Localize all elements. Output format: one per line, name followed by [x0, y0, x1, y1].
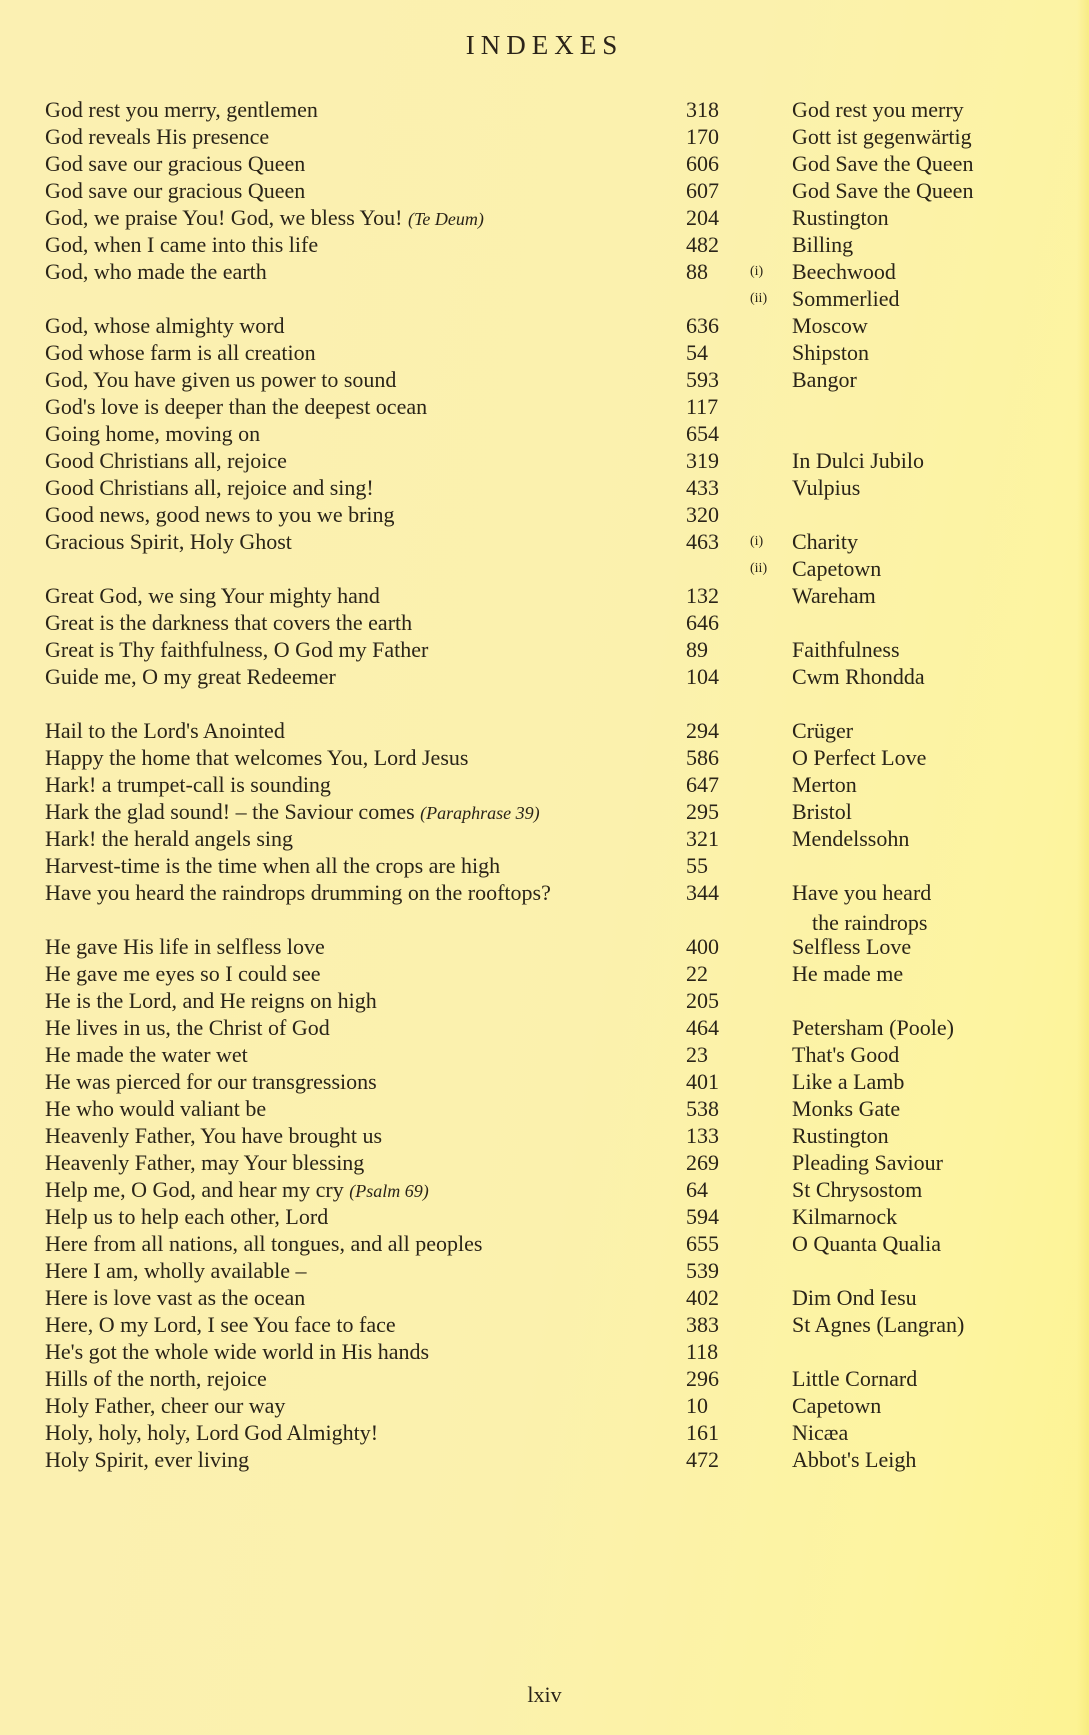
tune-name: In Dulci Jubilo	[792, 448, 924, 473]
index-entry	[0, 500, 1089, 530]
first-line-text: Gracious Spirit, Holy Ghost	[45, 529, 292, 554]
tune-name: Monks Gate	[792, 1096, 901, 1121]
first-line	[45, 338, 316, 368]
hymn-number: 383	[686, 1312, 719, 1337]
first-line	[45, 1445, 249, 1475]
tune-name: Nicæa	[792, 1420, 849, 1445]
first-line-text: Hills of the north, rejoice	[45, 1366, 267, 1391]
hymn-number: 296	[686, 1366, 719, 1391]
first-line	[45, 959, 321, 989]
first-line	[45, 1121, 382, 1151]
source-note: (Paraphrase 39)	[420, 803, 540, 823]
index-entry	[0, 878, 1089, 935]
page-number: lxiv	[527, 1682, 562, 1707]
first-line-text: Help me, O God, and hear my cry	[45, 1177, 344, 1202]
first-line-text: Hark the glad sound! – the Saviour comes	[45, 799, 415, 824]
index-entry	[0, 1067, 1089, 1097]
tune-variant-marker: (i)	[750, 534, 764, 549]
first-line-text: Heavenly Father, You have brought us	[45, 1123, 383, 1148]
hymn-number: 117	[686, 394, 719, 419]
tune-name: God rest you merry	[792, 97, 964, 122]
hymn-number: 161	[686, 1420, 719, 1445]
first-line-text: God's love is deeper than the deepest ocean	[45, 394, 428, 419]
first-line	[45, 743, 468, 773]
tune-name: Rustington	[792, 1123, 889, 1148]
tune-name: Have you heard	[792, 880, 932, 905]
first-line-text: Great is the darkness that covers the earth	[45, 610, 413, 635]
tune-name: Little Cornard	[792, 1366, 918, 1391]
hymn-number: 23	[686, 1042, 708, 1067]
tune-name: Capetown	[792, 556, 882, 581]
first-line-text: Here, O my Lord, I see You face to face	[45, 1312, 396, 1337]
hymn-number: 402	[686, 1285, 719, 1310]
hymn-number: 593	[686, 367, 719, 392]
index-entry	[0, 1013, 1089, 1043]
tune-name: Kilmarnock	[792, 1204, 898, 1229]
hymn-number: 104	[686, 664, 719, 689]
first-line	[45, 1364, 267, 1394]
index-entry	[0, 203, 1089, 233]
hymn-number: 132	[686, 583, 719, 608]
first-line	[45, 635, 428, 665]
index-entry	[0, 1337, 1089, 1367]
hymn-number: 319	[686, 448, 719, 473]
first-line	[45, 1013, 330, 1043]
first-line-text: Holy, holy, holy, Lord God Almighty!	[45, 1420, 379, 1445]
first-line-text: Going home, moving on	[45, 421, 261, 446]
first-line-text: He is the Lord, and He reigns on high	[45, 988, 377, 1013]
first-line-text: Holy Father, cheer our way	[45, 1393, 286, 1418]
index-entry	[0, 1391, 1089, 1421]
first-line	[45, 1094, 266, 1124]
index-entry	[0, 1283, 1089, 1313]
index-entry	[0, 527, 1089, 557]
tune-name: Like a Lamb	[792, 1069, 905, 1094]
first-line-text: Holy Spirit, ever living	[45, 1447, 250, 1472]
hymn-number: 294	[686, 718, 719, 743]
index-entry	[0, 311, 1089, 341]
first-line-text: Harvest-time is the time when all the crops are high	[45, 853, 501, 878]
first-line-text: God save our gracious Queen	[45, 178, 306, 203]
first-line	[45, 1283, 305, 1313]
hymn-number: 318	[686, 97, 719, 122]
first-line-text: He gave me eyes so I could see	[45, 961, 321, 986]
first-line-text: Happy the home that welcomes You, Lord Jesus	[45, 745, 469, 770]
index-entry	[0, 419, 1089, 449]
first-line	[45, 1310, 396, 1340]
tune-name: Bristol	[792, 799, 852, 824]
first-line-text: Great is Thy faithfulness, O God my Father	[45, 637, 429, 662]
hymn-number: 606	[686, 151, 719, 176]
first-line	[45, 1337, 429, 1367]
first-line	[45, 851, 500, 881]
hymn-number: 344	[686, 880, 719, 905]
first-line	[45, 1418, 378, 1448]
hymn-number: 655	[686, 1231, 719, 1256]
hymn-number: 54	[686, 340, 708, 365]
first-line	[45, 500, 395, 530]
hymn-number: 482	[686, 232, 719, 257]
index-entry	[0, 581, 1089, 611]
tune-name: Sommerlied	[792, 286, 900, 311]
index-entry	[0, 473, 1089, 503]
first-line-text: Good Christians all, rejoice	[45, 448, 287, 473]
index-entry	[0, 230, 1089, 260]
first-line	[45, 311, 285, 341]
first-line-text: God whose farm is all creation	[45, 340, 316, 365]
first-line	[45, 473, 374, 503]
hymn-number: 594	[686, 1204, 719, 1229]
index-entry	[0, 1121, 1089, 1151]
first-line	[45, 527, 292, 557]
tune-name: O Perfect Love	[792, 745, 927, 770]
tune-variant-marker: (ii)	[750, 561, 768, 576]
first-line-text: Heavenly Father, may Your blessing	[45, 1150, 365, 1175]
first-line-text: Great God, we sing Your mighty hand	[45, 583, 380, 608]
first-line-text: God, whose almighty word	[45, 313, 285, 338]
index-entry	[0, 716, 1089, 746]
tune-name: St Chrysostom	[792, 1177, 923, 1202]
index-entry	[0, 1229, 1089, 1259]
first-line	[45, 581, 380, 611]
first-line	[45, 1391, 285, 1421]
first-line	[45, 1229, 482, 1259]
index-entry	[0, 446, 1089, 476]
index-entry	[0, 770, 1089, 800]
page-edge-shading	[1077, 0, 1089, 1735]
hymn-number: 88	[686, 259, 708, 284]
hymn-number: 472	[686, 1447, 719, 1472]
first-line	[45, 1040, 248, 1070]
tune-name: St Agnes (Langran)	[792, 1312, 965, 1337]
first-line	[45, 608, 412, 638]
hymn-number: 636	[686, 313, 719, 338]
hymn-number: 464	[686, 1015, 719, 1040]
first-line-text: Good news, good news to you we bring	[45, 502, 395, 527]
index-entry	[0, 1040, 1089, 1070]
first-line-text: Here is love vast as the ocean	[45, 1285, 306, 1310]
source-note: (Te Deum)	[408, 209, 484, 229]
hymn-number: 118	[686, 1339, 719, 1364]
index-entry	[0, 1418, 1089, 1448]
first-line	[45, 662, 336, 692]
index-entry	[0, 959, 1089, 989]
index-entry	[0, 338, 1089, 368]
first-line	[45, 392, 427, 422]
hymn-number: 320	[686, 502, 719, 527]
hymn-number: 133	[686, 1123, 719, 1148]
tune-name: Billing	[792, 232, 854, 257]
index-entry	[0, 824, 1089, 854]
index-entry	[0, 662, 1089, 692]
index-entry	[0, 635, 1089, 665]
first-line-text: Good Christians all, rejoice and sing!	[45, 475, 374, 500]
index-entry	[0, 743, 1089, 773]
tune-name: Selfless Love	[792, 934, 912, 959]
hymn-number: 400	[686, 934, 719, 959]
index-entry	[0, 392, 1089, 422]
index-entry	[0, 284, 1089, 314]
tune-name: Beechwood	[792, 259, 896, 284]
first-line-text: God, when I came into this life	[45, 232, 319, 257]
index-entry	[0, 1445, 1089, 1475]
tune-name: Shipston	[792, 340, 870, 365]
tune-variant-marker: (ii)	[750, 291, 768, 306]
tune-name: Moscow	[792, 313, 868, 338]
first-line	[45, 770, 331, 800]
hymn-number: 269	[686, 1150, 719, 1175]
first-line-text: Hail to the Lord's Anointed	[45, 718, 285, 743]
tune-name: Vulpius	[792, 475, 861, 500]
first-line-text: God rest you merry, gentlemen	[45, 97, 318, 122]
hymn-number: 647	[686, 772, 719, 797]
tune-variant-marker: (i)	[750, 264, 764, 279]
first-line-text: Hark! a trumpet-call is sounding	[45, 772, 331, 797]
first-line	[45, 932, 325, 962]
first-line-text: He was pierced for our transgressions	[45, 1069, 377, 1094]
first-line-text: Here I am, wholly available –	[45, 1258, 307, 1283]
first-line-text: Hark! the herald angels sing	[45, 826, 294, 851]
index-entry	[0, 986, 1089, 1016]
first-line	[45, 176, 305, 206]
tune-name: O Quanta Qualia	[792, 1231, 942, 1256]
first-line-text: Guide me, O my great Redeemer	[45, 664, 336, 689]
first-line	[45, 824, 293, 854]
index-entry	[0, 932, 1089, 962]
hymn-number: 538	[686, 1096, 719, 1121]
tune-name: Gott ist gegenwärtig	[792, 124, 972, 149]
tune-name: Faithfulness	[792, 637, 900, 662]
first-line	[45, 1067, 377, 1097]
hymn-number: 295	[686, 799, 719, 824]
index-entry	[0, 365, 1089, 395]
index-entry	[0, 95, 1089, 125]
tune-name: That's Good	[792, 1042, 900, 1067]
index-entry	[0, 149, 1089, 179]
first-line	[45, 230, 318, 260]
first-line	[45, 95, 318, 125]
first-line	[45, 878, 551, 908]
tune-name-continued: the raindrops	[812, 910, 928, 935]
hymn-number: 433	[686, 475, 719, 500]
tune-name: God Save the Queen	[792, 151, 974, 176]
first-line-text: Have you heard the raindrops drumming on the rooftops?	[45, 880, 551, 905]
index-entry	[0, 176, 1089, 206]
hymn-number: 539	[686, 1258, 719, 1283]
index-entry	[0, 608, 1089, 638]
hymn-number: 22	[686, 961, 708, 986]
first-line-text: God, we praise You! God, we bless You!	[45, 205, 403, 230]
first-line	[45, 149, 305, 179]
tune-name: He made me	[792, 961, 904, 986]
first-line-text: He who would valiant be	[45, 1096, 267, 1121]
index-entry	[0, 797, 1089, 827]
page-title: INDEXES	[465, 30, 624, 60]
tune-name: Cwm Rhondda	[792, 664, 925, 689]
hymn-number: 205	[686, 988, 719, 1013]
tune-name: Dim Ond Iesu	[792, 1285, 917, 1310]
first-line-text: He gave His life in selfless love	[45, 934, 325, 959]
tune-name: Pleading Saviour	[792, 1150, 943, 1175]
tune-name: Wareham	[792, 583, 876, 608]
hymn-number: 64	[686, 1177, 708, 1202]
hymn-number: 89	[686, 637, 708, 662]
index-entry	[0, 1364, 1089, 1394]
index-entry	[0, 1202, 1089, 1232]
first-line	[45, 1256, 306, 1286]
hymn-number: 170	[686, 124, 719, 149]
index-entry	[0, 257, 1089, 287]
index-entry	[0, 1310, 1089, 1340]
tune-name: Mendelssohn	[792, 826, 910, 851]
index-entry	[0, 1148, 1089, 1178]
first-line	[45, 716, 285, 746]
tune-name: Charity	[792, 529, 858, 554]
first-line	[45, 365, 396, 395]
first-line-text: He made the water wet	[45, 1042, 248, 1067]
first-line	[45, 257, 267, 287]
index-entry	[0, 1175, 1089, 1205]
hymn-number: 586	[686, 745, 719, 770]
tune-name: Merton	[792, 772, 857, 797]
first-line-text: God reveals His presence	[45, 124, 270, 149]
first-line-text: He lives in us, the Christ of God	[45, 1015, 330, 1040]
tune-name: Crüger	[792, 718, 854, 743]
tune-name: Rustington	[792, 205, 889, 230]
hymn-number: 204	[686, 205, 719, 230]
first-line-text: He's got the whole wide world in His hands	[45, 1339, 430, 1364]
hymn-number: 463	[686, 529, 719, 554]
tune-name: Capetown	[792, 1393, 882, 1418]
index-entry	[0, 554, 1089, 584]
hymn-number: 654	[686, 421, 719, 446]
first-line	[45, 1202, 328, 1232]
source-note: (Psalm 69)	[349, 1181, 429, 1201]
hymn-number: 55	[686, 853, 708, 878]
tune-name: Petersham (Poole)	[792, 1015, 954, 1040]
first-line-text: Here from all nations, all tongues, and all peoples	[45, 1231, 483, 1256]
first-line-text: God, You have given us power to sound	[45, 367, 397, 392]
first-line-text: God, who made the earth	[45, 259, 267, 284]
first-line-text: God save our gracious Queen	[45, 151, 306, 176]
index-entry	[0, 1256, 1089, 1286]
index-entry	[0, 1094, 1089, 1124]
hymn-number: 607	[686, 178, 719, 203]
index-entry	[0, 122, 1089, 152]
first-line	[45, 446, 287, 476]
tune-name: Abbot's Leigh	[792, 1447, 917, 1472]
hymn-number: 401	[686, 1069, 719, 1094]
first-line	[45, 1148, 364, 1178]
first-line	[45, 419, 260, 449]
first-line	[45, 122, 269, 152]
hymn-number: 10	[686, 1393, 708, 1418]
hymn-number: 321	[686, 826, 719, 851]
tune-name: God Save the Queen	[792, 178, 974, 203]
tune-name: Bangor	[792, 367, 857, 392]
first-line	[45, 986, 377, 1016]
first-line-text: Help us to help each other, Lord	[45, 1204, 329, 1229]
index-entry	[0, 851, 1089, 881]
hymn-number: 646	[686, 610, 719, 635]
